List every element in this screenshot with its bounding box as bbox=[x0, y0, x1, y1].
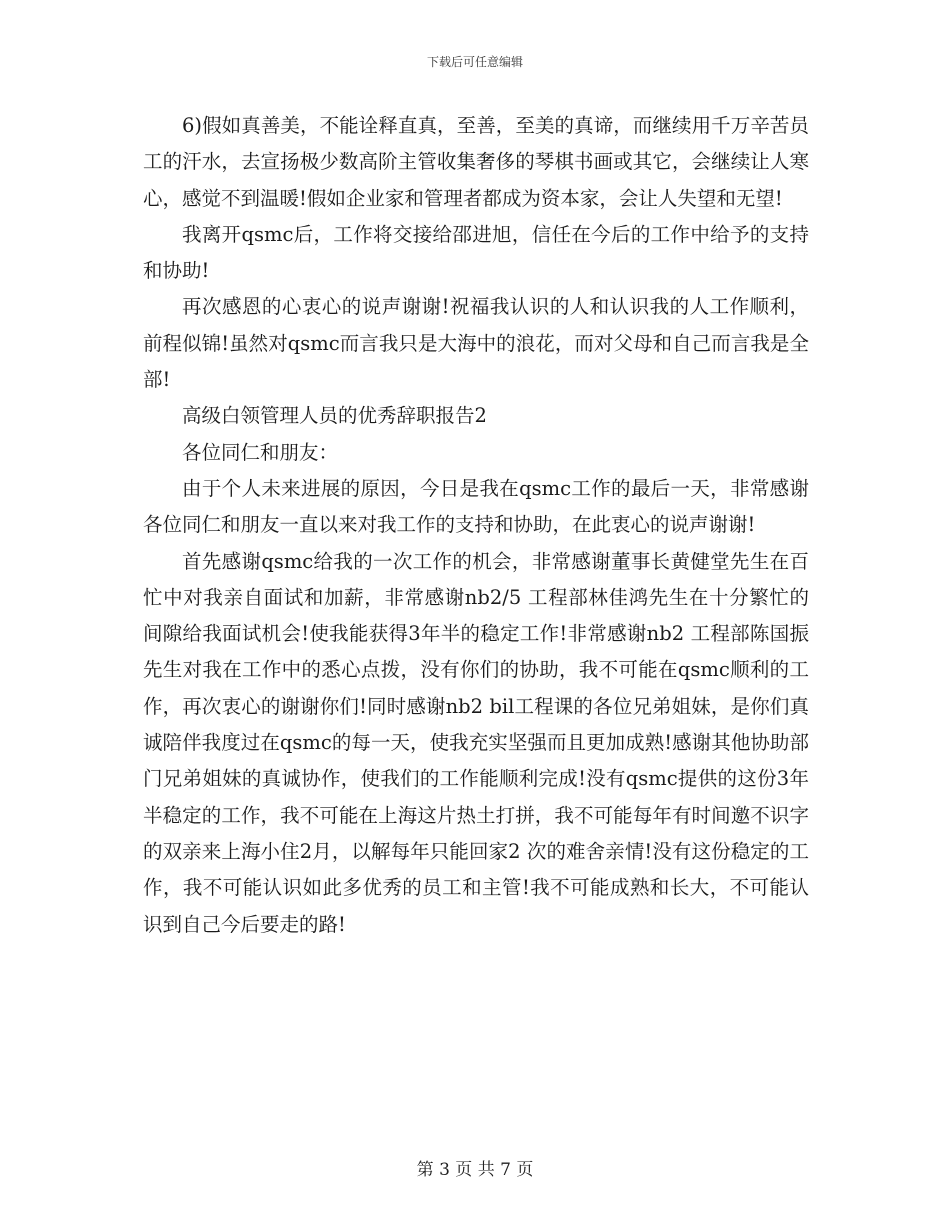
paragraph-point-6: 6)假如真善美，不能诠释直真，至善，至美的真谛，而继续用千万辛苦员工的汗水，去宣扬极少数高阶主管收集奢侈的琴棋书画或其它，会继续让人寒心，感觉不到温暖!假如企业家和管理者都成为资本家，会让人失望和无望! bbox=[143, 114, 809, 210]
paragraph-handover: 我离开qsmc后，工作将交接给邵进旭，信任在今后的工作中给予的支持和协助! bbox=[143, 222, 809, 283]
page-number: 第 3 页 共 7 页 bbox=[416, 1160, 534, 1180]
paragraph-gratitude: 首先感谢qsmc给我的一次工作的机会，非常感谢董事长黄健堂先生在百忙中对我亲自面试和加薪，非常感谢nb2/5 工程部林佳鸿先生在十分繁忙的间隙给我面试机会!使我能获得3年半的稳定工作!非常感谢nb2 工程部陈国振先生对我在工作中的悉心点拨，没有你们的协助，我不可能在qsmc顺利的工作，再次衷心的谢谢你们!同时感谢nb2 bil工程课的各位兄弟姐妹，是你们真诚陪伴我度过在qsmc的每一天，使我充实坚强而且更加成熟!感谢其他协助部门兄弟姐妹的真诚协作，使我们的工作能顺利完成!没有qsmc提供的这份3年半稳定的工作，我不可能在上海这片热土打拼，我不可能每年有时间邀不识字的双亲来上海小住2月，以解每年只能回家2 次的难舍亲情!没有这份稳定的工作，我不可能认识如此多优秀的员工和主管!我不可能成熟和长大，不可能认识到自己今后要走的路! bbox=[143, 549, 809, 936]
paragraph-reason: 由于个人未来进展的原因，今日是我在qsmc工作的最后一天，非常感谢各位同仁和朋友一直以来对我工作的支持和协助，在此衷心的说声谢谢! bbox=[143, 476, 809, 537]
page-header: 下载后可任意编辑 bbox=[426, 55, 523, 69]
paragraph-thanks: 再次感恩的心衷心的说声谢谢!祝福我认识的人和认识我的人工作顺利，前程似锦!虽然对qsmc而言我只是大海中的浪花，而对父母和自己而言我是全部! bbox=[143, 295, 809, 392]
salutation: 各位同仁和朋友： bbox=[182, 440, 339, 464]
section-title: 高级白领管理人员的优秀辞职报告2 bbox=[182, 404, 487, 428]
document-body bbox=[143, 108, 809, 943]
